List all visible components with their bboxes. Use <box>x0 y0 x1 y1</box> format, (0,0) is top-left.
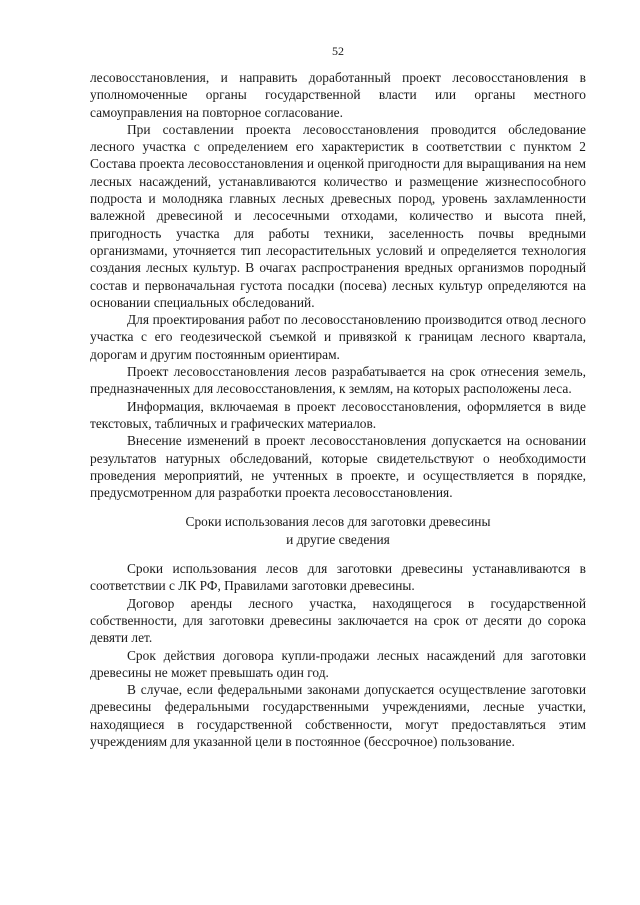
paragraph-lease-agreement: Договор аренды лесного участка, находящегося в государственной собственности, для заготовки древесины заключается на срок от десяти до сорока девяти лет. <box>90 595 586 646</box>
paragraph-materials: Информация, включаемая в проект лесовосстановления, оформляется в виде текстовых, табличных и графических материалов. <box>90 398 586 431</box>
paragraph-sale-contract: Срок действия договора купли-продажи лесных насаждений для заготовки древесины не может превышать один год. <box>90 647 586 680</box>
paragraph-project-term: Проект лесовосстановления лесов разрабатывается на срок отнесения земель, предназначенных для лесовосстановления, к землям, на которых расположены леса. <box>90 364 586 397</box>
section-heading-line-2: и другие сведения <box>286 531 390 547</box>
paragraph-continuation: лесовосстановления, и направить доработанный проект лесовосстановления в уполномоченные органы государственной власти или органы местного самоуправления на повторное согласование. <box>90 70 586 120</box>
document-page <box>90 44 586 750</box>
paragraph-survey: При составлении проекта лесовосстановления проводится обследование лесного участка с определением его характеристик в соответствии с пунктом 2 Состава проекта лесовосстановления и оценкой пригодности для выращивания на нем лесных насаждений, устанавливаются количество и размещение жизнеспособного подроста и молодняка главных лесных древесных пород, уровень захламленности валежной древесиной и лесосечными отходами, количество и высота пней, пригодность участка для работы техники, заселенность почвы вредными организмами, уточняется тип лесорастительных условий и определяется технология создания лесных культур. В очагах распространения вредных организмов породный состав и первоначальная густота посадки (посева) лесных культур определяются на основании специальных обследований. <box>90 121 586 310</box>
page-number: 52 <box>332 44 344 58</box>
paragraph-federal-institutions: В случае, если федеральными законами допускается осуществление заготовки древесины федеральными государственными учреждениями, лесные участки, находящиеся в государственной собственности, могут предоставляться этим учреждениям для указанной цели в постоянное (бессрочное) пользование. <box>90 682 586 749</box>
section-heading-line-1: Сроки использования лесов для заготовки древесины <box>185 514 491 530</box>
section-heading <box>90 513 586 548</box>
paragraph-usage-terms: Сроки использования лесов для заготовки древесины устанавливаются в соответствии с ЛК РФ, Правилами заготовки древесины. <box>90 561 586 594</box>
paragraph-allotment: Для проектирования работ по лесовосстановлению производится отвод лесного участка с его геодезической съемкой и привязкой к границам лесного квартала, дорогам и другим постоянным ориентирам. <box>90 312 586 362</box>
paragraph-changes: Внесение изменений в проект лесовосстановления допускается на основании результатов натурных обследований, которые свидетельствуют о необходимости проведения мероприятий, не учтенных в проекте, и осуществляется в порядке, предусмотренном для разработки проекта лесовосстановления. <box>90 433 586 501</box>
